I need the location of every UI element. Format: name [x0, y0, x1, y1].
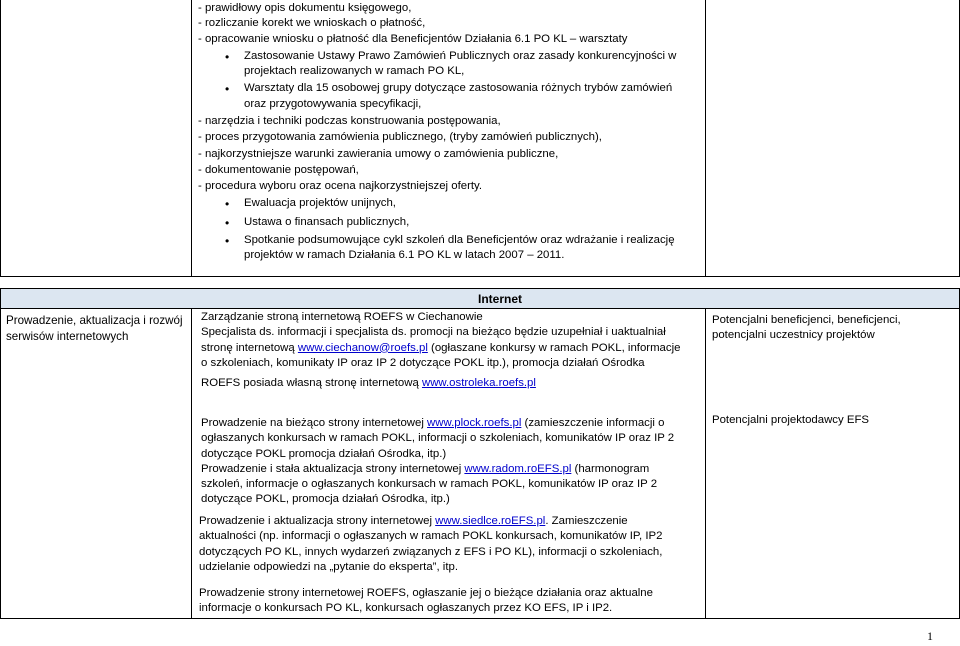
bullet-item: [198, 49, 703, 80]
text-line: dotyczące POKL promocja działań Ośrodka, itp.): [201, 447, 447, 460]
text-line: - prawidłowy opis dokumentu księgowego,: [198, 2, 412, 14]
text-span: (harmonogram: [571, 462, 650, 475]
rule: [0, 276, 960, 277]
radom-link[interactable]: www.radom.roEFS.pl: [464, 462, 572, 475]
text-line: Zarządzanie stroną internetową ROEFS w Ciechanowie: [201, 311, 483, 323]
bullet-item: [198, 233, 703, 264]
bullet-text: projektów w ramach Działania 6.1 PO KL w latach 2007 – 2011.: [244, 249, 565, 262]
bullet-text: oraz przygotowywania specyfikacji,: [244, 97, 422, 110]
text-line: o szkoleniach, komunikaty IP oraz IP 2 dotyczące POKL itp.), promocja działań Ośrodka: [201, 356, 645, 369]
rule: [0, 618, 960, 619]
text-line: - narzędzia i techniki podczas konstruowania postępowania,: [198, 114, 501, 127]
row3-content: [199, 514, 700, 575]
bullet-text: • Zastosowanie Ustawy Prawo Zamówień Publicznych oraz zasady konkurencyjności w: [244, 49, 677, 62]
text-line: szkoleń, informacje o ogłaszanych konkursach w ramach POKL, komunikatów IP oraz IP 2: [201, 478, 658, 491]
rule: [0, 308, 960, 309]
text-line: - procedura wyboru oraz ocena najkorzystniejszej oferty.: [198, 180, 483, 193]
bullet-text: • Warsztaty dla 15 osobowej grupy dotyczące zastosowania różnych trybów zamówień: [244, 82, 673, 95]
rule: [0, 288, 1, 309]
text-line: - opracowanie wniosku o płatność dla Beneficjentów Działania 6.1 PO KL – warsztaty: [198, 32, 628, 45]
top-content: [198, 1, 703, 264]
text-span: ROEFS posiada własną stronę internetową: [201, 377, 422, 389]
text-span: . Zamieszczenie: [545, 515, 628, 527]
text-span: (ogłaszane konkursy w ramach POKL, informacje: [427, 341, 681, 354]
rule: [191, 0, 192, 277]
text-line: Prowadzenie strony internetowej ROEFS, ogłaszanie jej o bieżące działania oraz aktualne: [199, 587, 653, 599]
text-line: ogłaszanych konkursach w ramach POKL, informacji o szkoleniach, komunikatów IP oraz IP 2: [201, 432, 675, 445]
plock-link[interactable]: www.plock.roefs.pl: [427, 417, 522, 429]
bullet-text: • Spotkanie podsumowujące cykl szkoleń dla Beneficjentów oraz wdrażanie i realizację: [244, 233, 675, 246]
ciechanow-link[interactable]: www.ciechanow@roefs.: [297, 341, 419, 354]
row1-content: [201, 310, 701, 371]
rule: [0, 308, 1, 619]
ostroleka-link[interactable]: www.ostroleka.roefs.pl: [421, 377, 536, 389]
page-number: 1: [927, 629, 933, 643]
audience-cell: Potencjalni projektodawcy EFS: [712, 414, 870, 426]
row4-content: [199, 586, 700, 617]
bullet-text: projektach realizowanych w ramach PO KL,: [244, 65, 465, 78]
text-line: [201, 376, 536, 391]
text-line: aktualności (np. informacji o ogłaszanych w ramach POKL konkursach, komunikatów IP, IP2: [199, 530, 663, 543]
audience-cell: Potencjalni beneficjenci, beneficjenci, potencjalni uczestnicy projektów: [712, 314, 901, 342]
text-line: dotyczących PO KL, innych wydarzeń związanych z EFS i PO KL), informacji o szkoleniach,: [199, 545, 663, 558]
rule: [705, 0, 706, 277]
section-title: Internet: [477, 292, 522, 306]
rule: [0, 288, 960, 289]
text-line: - rozliczanie korekt we wnioskach o płatność,: [198, 17, 426, 30]
rule: [191, 308, 192, 619]
text-line: dotyczące POKL, promocja działań Ośrodka, itp.): [201, 493, 450, 506]
text-line: - dokumentowanie postępowań,: [198, 163, 359, 176]
text-span: stronę internetową: [201, 341, 298, 354]
text-line: - najkorzystniejsze warunki zawierania umowy o zamówienia publiczne,: [198, 147, 559, 160]
ciechanow-link-tail[interactable]: pl: [418, 341, 428, 354]
text-line: informacje o konkursach PO KL, konkursach ogłaszanych przez KO EFS, IP i IP2.: [199, 602, 613, 615]
rule: [705, 308, 706, 619]
row2-content: [201, 416, 701, 508]
text-line: - proces przygotowania zamówienia publicznego, (tryby zamówień publicznych),: [198, 131, 602, 144]
text-span: Prowadzenie na bieżąco strony internetowej: [201, 417, 428, 429]
text-line: Specjalista ds. informacji i specjalista ds. promocji na bieżąco będzie uzupełniał i uaktualniał: [201, 326, 666, 339]
bullet-item: [198, 196, 703, 211]
text-span: (zamieszczenie informacji o: [521, 417, 665, 429]
bullet-text: • Ewaluacja projektów unijnych,: [244, 197, 396, 210]
bullet-text: • Ustawa o finansach publicznych,: [244, 215, 410, 228]
bullet-item: [198, 215, 703, 230]
text-span: Prowadzenie i aktualizacja strony internetowej: [199, 515, 436, 527]
bullet-item: [198, 81, 703, 112]
text-span: Prowadzenie i stała aktualizacja strony internetowej: [201, 462, 465, 475]
text-line: udzielanie odpowiedzi na „pytanie do eksperta”, itp.: [199, 560, 458, 573]
text-line: [201, 416, 701, 431]
siedlce-link[interactable]: www.siedlce.roEFS.pl: [435, 515, 546, 527]
activity-name: Prowadzenie, aktualizacja i rozwój serwisów internetowych: [6, 314, 183, 343]
text-line: [201, 462, 701, 477]
text-line: [199, 514, 700, 529]
text-line: [201, 341, 701, 356]
rule: [0, 0, 1, 277]
